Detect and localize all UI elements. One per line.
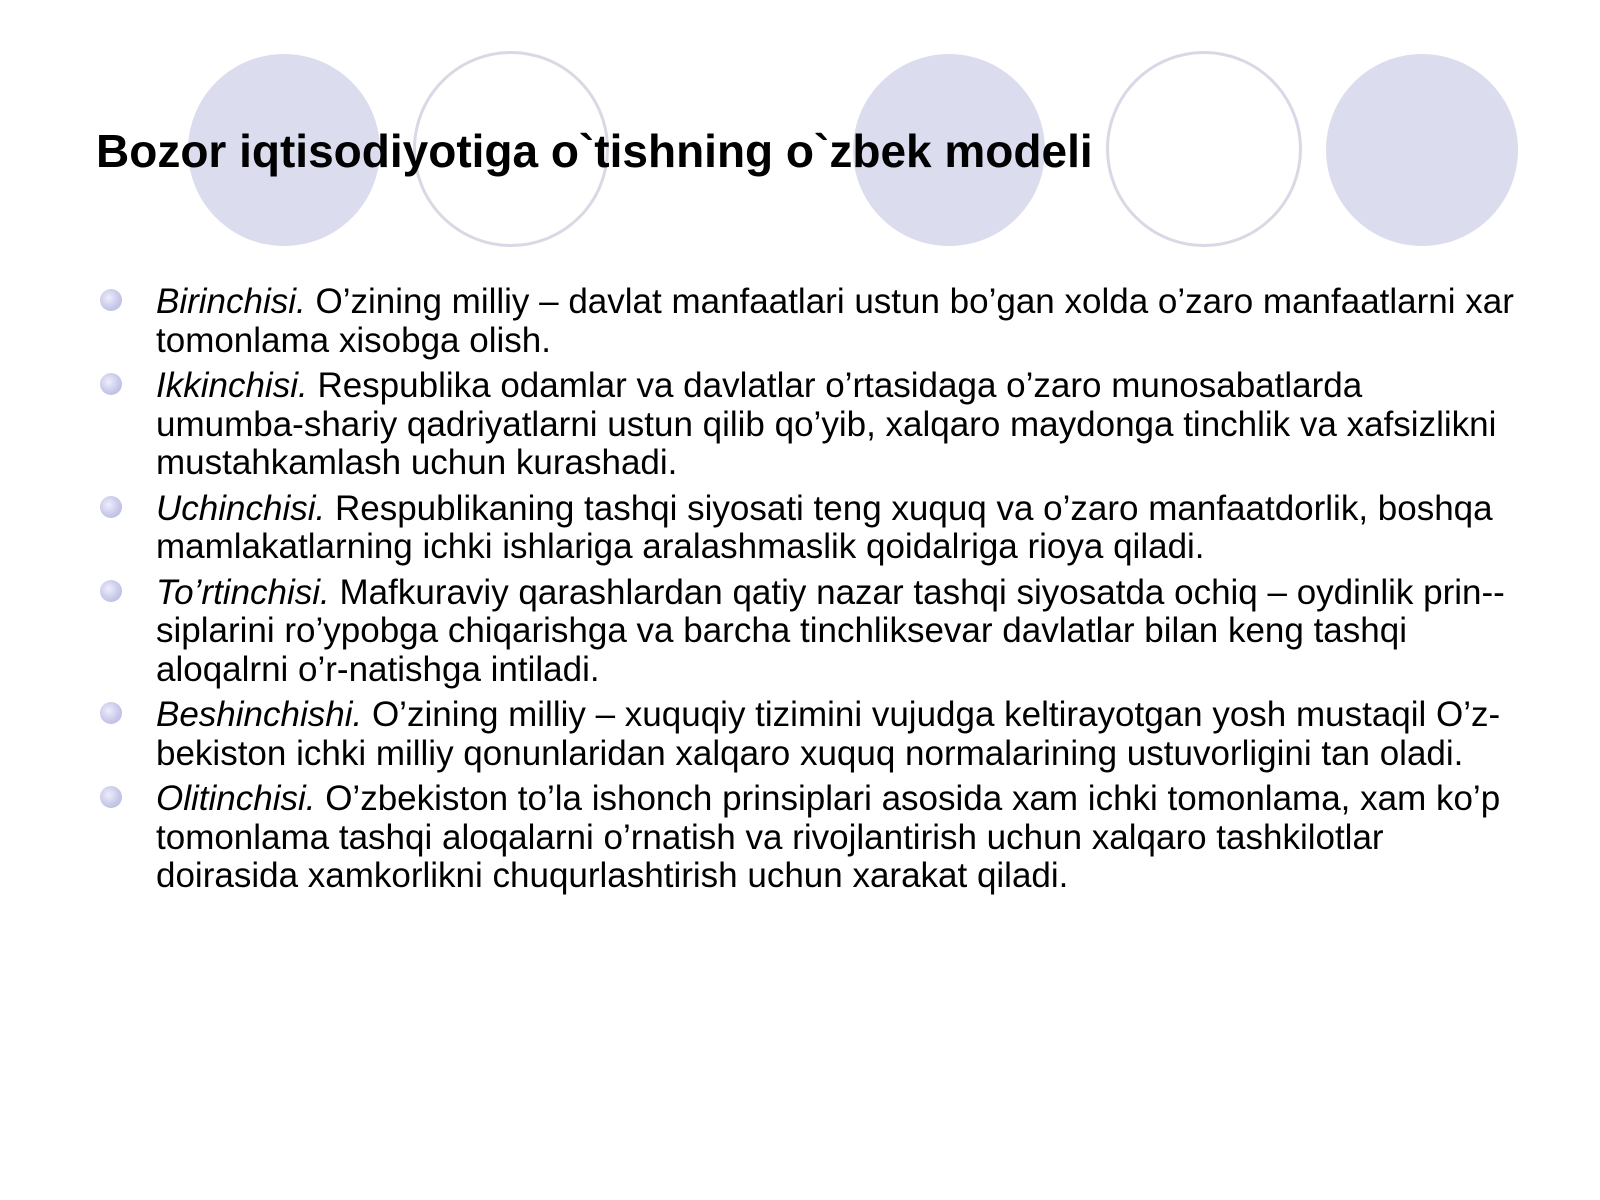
item-lead: Uchinchisi. bbox=[156, 488, 326, 528]
list-item bbox=[96, 696, 1516, 773]
item-text: O’zining milliy – xuquqiy tizimini vujudga keltirayotgan yosh mustaqil O’z-bekiston ichki milliy qonunlaridan xalqaro xuquq normalarining ustuvorligini tan oladi. bbox=[156, 695, 1501, 773]
bullet-icon bbox=[100, 496, 122, 518]
bullet-list bbox=[96, 283, 1516, 903]
list-item bbox=[96, 574, 1516, 690]
bullet-icon bbox=[100, 786, 122, 808]
list-item bbox=[96, 283, 1516, 360]
item-text: O’zining milliy – davlat manfaatlari ustun bo’gan xolda o’zaro manfaatlarni xar tomonlama xisobga olish. bbox=[156, 282, 1514, 360]
bullet-icon bbox=[100, 580, 122, 602]
list-item bbox=[96, 367, 1516, 483]
decorative-circle-filled bbox=[1326, 54, 1518, 246]
decorative-circle-outline bbox=[1106, 51, 1302, 247]
item-text: Respublika odamlar va davlatlar o’rtasidaga o’zaro munosabatlarda umumba-shariy qadriyatlarni ustun qilib qo’yib, xalqaro maydonga tinchlik va xafsizlikni mustahkamlash uchun kurashadi. bbox=[156, 366, 1497, 482]
slide-title: Bozor iqtisodiyotiga o`tishning o`zbek modeli bbox=[96, 125, 1093, 177]
bullet-icon bbox=[100, 289, 122, 311]
list-item bbox=[96, 780, 1516, 896]
item-lead: To’rtinchisi. bbox=[156, 572, 330, 612]
list-item bbox=[96, 490, 1516, 567]
bullet-icon bbox=[100, 702, 122, 724]
item-lead: Ikkinchisi. bbox=[156, 366, 308, 405]
item-lead: Beshinchishi. bbox=[156, 695, 363, 734]
bullet-icon bbox=[100, 373, 122, 395]
item-text: O’zbekiston to’la ishonch prinsiplari asosida xam ichki tomonlama, xam ko’p tomonlama tashqi aloqalarni o’rnatish va rivojlantirish uchun xalqaro tashkilotlar doirasida xamkorlikni chuqurlashtirish uchun xarakat qiladi. bbox=[156, 779, 1501, 895]
item-text: Respublikaning tashqi siyosati teng xuquq va o’zaro manfaatdorlik, boshqa mamlakatlarning ichki ishlariga aralashmaslik qoidalriga rioya qiladi. bbox=[156, 488, 1493, 566]
item-text: Mafkuraviy qarashlardan qatiy nazar tashqi siyosatda ochiq – oydinlik prin--siplarini ro’ypobga chiqarishga va barcha tinchliksevar davlatlar bilan keng tashqi aloqalrni o’r-natishga intiladi. bbox=[156, 572, 1505, 689]
item-lead: Birinchisi. bbox=[156, 282, 306, 321]
item-lead: Olitinchisi. bbox=[156, 779, 316, 818]
